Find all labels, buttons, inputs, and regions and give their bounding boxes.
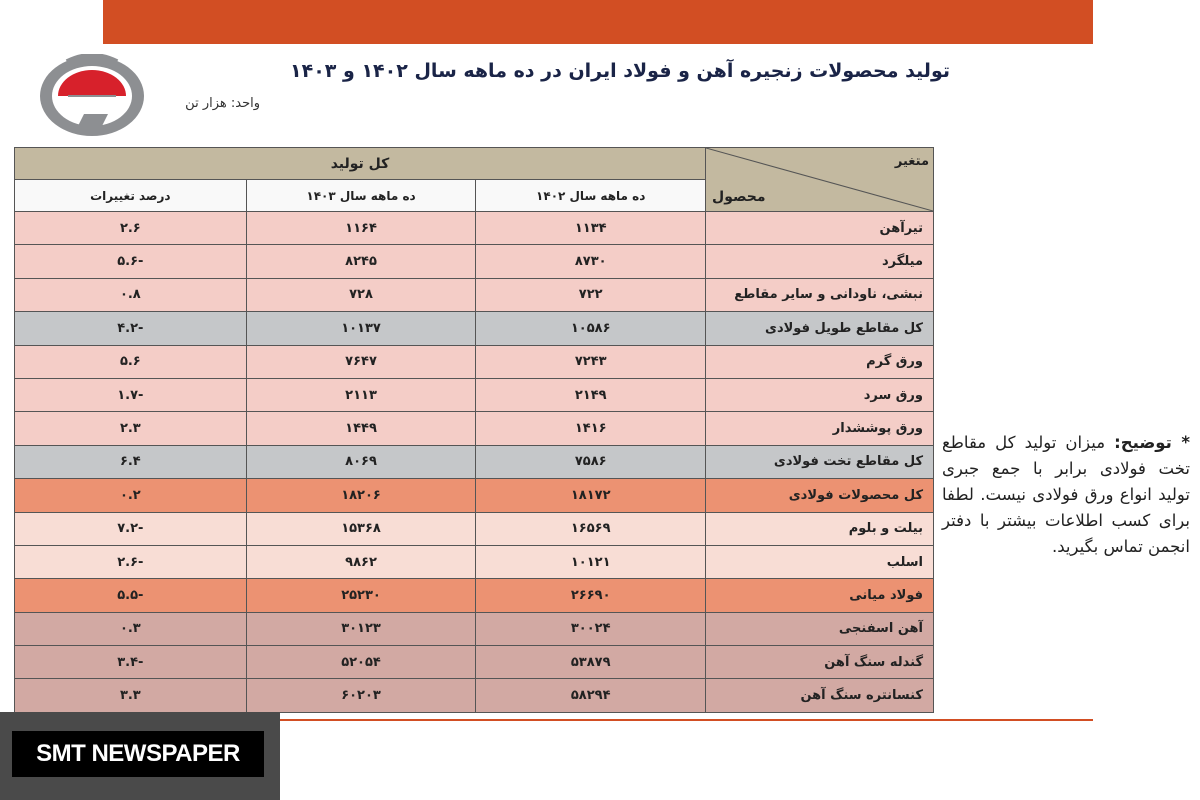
table-row [15,212,934,245]
value-1403: ۱۰۱۳۷ [246,312,476,345]
row-label: ورق پوششدار [706,412,934,445]
value-1403: ۲۵۲۳۰ [246,579,476,612]
value-change: ۳.۳ [15,679,247,712]
value-change: ۵.۶ [15,345,247,378]
production-table [14,147,934,713]
value-1402: ۱۸۱۷۲ [476,479,706,512]
page-title: تولید محصولات زنجیره آهن و فولاد ایران در ده ماهه سال ۱۴۰۲ و ۱۴۰۳ [290,60,950,82]
unit-label: واحد: هزار تن [185,96,260,111]
association-logo [38,54,146,138]
value-change: -۳.۴ [15,646,247,679]
value-1403: ۲۱۱۳ [246,378,476,411]
table-row [15,378,934,411]
value-1403: ۸۲۴۵ [246,245,476,278]
value-1402: ۱۰۵۸۶ [476,312,706,345]
table-row [15,445,934,478]
corner-variable-label: متغیر [894,154,929,169]
explanation-note [942,430,1190,560]
row-label: تیرآهن [706,212,934,245]
value-1402: ۱۶۵۶۹ [476,512,706,545]
value-change: -۴.۲ [15,312,247,345]
value-change: ۶.۴ [15,445,247,478]
top-accent-bar [103,0,1093,44]
row-label: ورق گرم [706,345,934,378]
table-corner-header [706,148,934,212]
note-text: میزان تولید کل مقاطع تخت فولادی برابر با جمع جبری تولید انواع ورق فولادی نیست. لطفا برای کسب اطلاعات بیشتر با دفتر انجمن تماس بگیرید. [942,433,1190,556]
value-1403: ۵۲۰۵۴ [246,646,476,679]
value-1402: ۱۱۳۴ [476,212,706,245]
value-change: ۰.۲ [15,479,247,512]
col-header-1402: ده ماهه سال ۱۴۰۲ [476,180,706,212]
value-1403: ۷۲۸ [246,278,476,311]
value-1403: ۸۰۶۹ [246,445,476,478]
col-header-change: درصد تغییرات [15,180,247,212]
value-1402: ۵۸۲۹۴ [476,679,706,712]
value-1402: ۱۰۱۲۱ [476,545,706,578]
value-change: -۵.۵ [15,579,247,612]
table-row [15,245,934,278]
brand-logo-text: SMT NEWSPAPER [12,731,264,777]
row-label: گندله سنگ آهن [706,646,934,679]
row-label: ورق سرد [706,378,934,411]
value-change: -۵.۶ [15,245,247,278]
table-row [15,612,934,645]
value-1403: ۹۸۶۲ [246,545,476,578]
table-row [15,312,934,345]
table-row [15,545,934,578]
table-row [15,579,934,612]
value-1402: ۸۷۳۰ [476,245,706,278]
table-row [15,646,934,679]
row-label: کل مقاطع طویل فولادی [706,312,934,345]
value-change: ۰.۸ [15,278,247,311]
note-heading: * توضیح: [1114,433,1190,452]
table-row [15,278,934,311]
value-1402: ۷۲۴۳ [476,345,706,378]
value-1403: ۱۱۶۴ [246,212,476,245]
value-1403: ۳۰۱۲۳ [246,612,476,645]
row-label: بیلت و بلوم [706,512,934,545]
table-row [15,479,934,512]
value-1402: ۷۵۸۶ [476,445,706,478]
value-1402: ۷۲۲ [476,278,706,311]
value-1402: ۲۶۶۹۰ [476,579,706,612]
value-change: -۲.۶ [15,545,247,578]
value-1403: ۶۰۲۰۳ [246,679,476,712]
row-label: کل مقاطع تخت فولادی [706,445,934,478]
value-change: ۲.۶ [15,212,247,245]
value-1402: ۱۴۱۶ [476,412,706,445]
value-change: ۲.۳ [15,412,247,445]
col-header-1403: ده ماهه سال ۱۴۰۳ [246,180,476,212]
row-label: آهن اسفنجی [706,612,934,645]
value-1403: ۷۶۴۷ [246,345,476,378]
table-row [15,412,934,445]
row-label: نبشی، ناودانی و سایر مقاطع [706,278,934,311]
value-1403: ۱۵۳۶۸ [246,512,476,545]
row-label: کنسانتره سنگ آهن [706,679,934,712]
row-label: کل محصولات فولادی [706,479,934,512]
value-change: ۰.۳ [15,612,247,645]
table-row [15,345,934,378]
value-change: -۱.۷ [15,378,247,411]
row-label: فولاد میانی [706,579,934,612]
table-row [15,679,934,712]
value-1402: ۵۳۸۷۹ [476,646,706,679]
value-1403: ۱۴۴۹ [246,412,476,445]
corner-product-label: محصول [712,189,766,205]
row-label: میلگرد [706,245,934,278]
group-header: کل تولید [15,148,706,180]
value-1402: ۲۱۴۹ [476,378,706,411]
table-row [15,512,934,545]
value-change: -۷.۲ [15,512,247,545]
value-1403: ۱۸۲۰۶ [246,479,476,512]
value-1402: ۳۰۰۲۴ [476,612,706,645]
row-label: اسلب [706,545,934,578]
